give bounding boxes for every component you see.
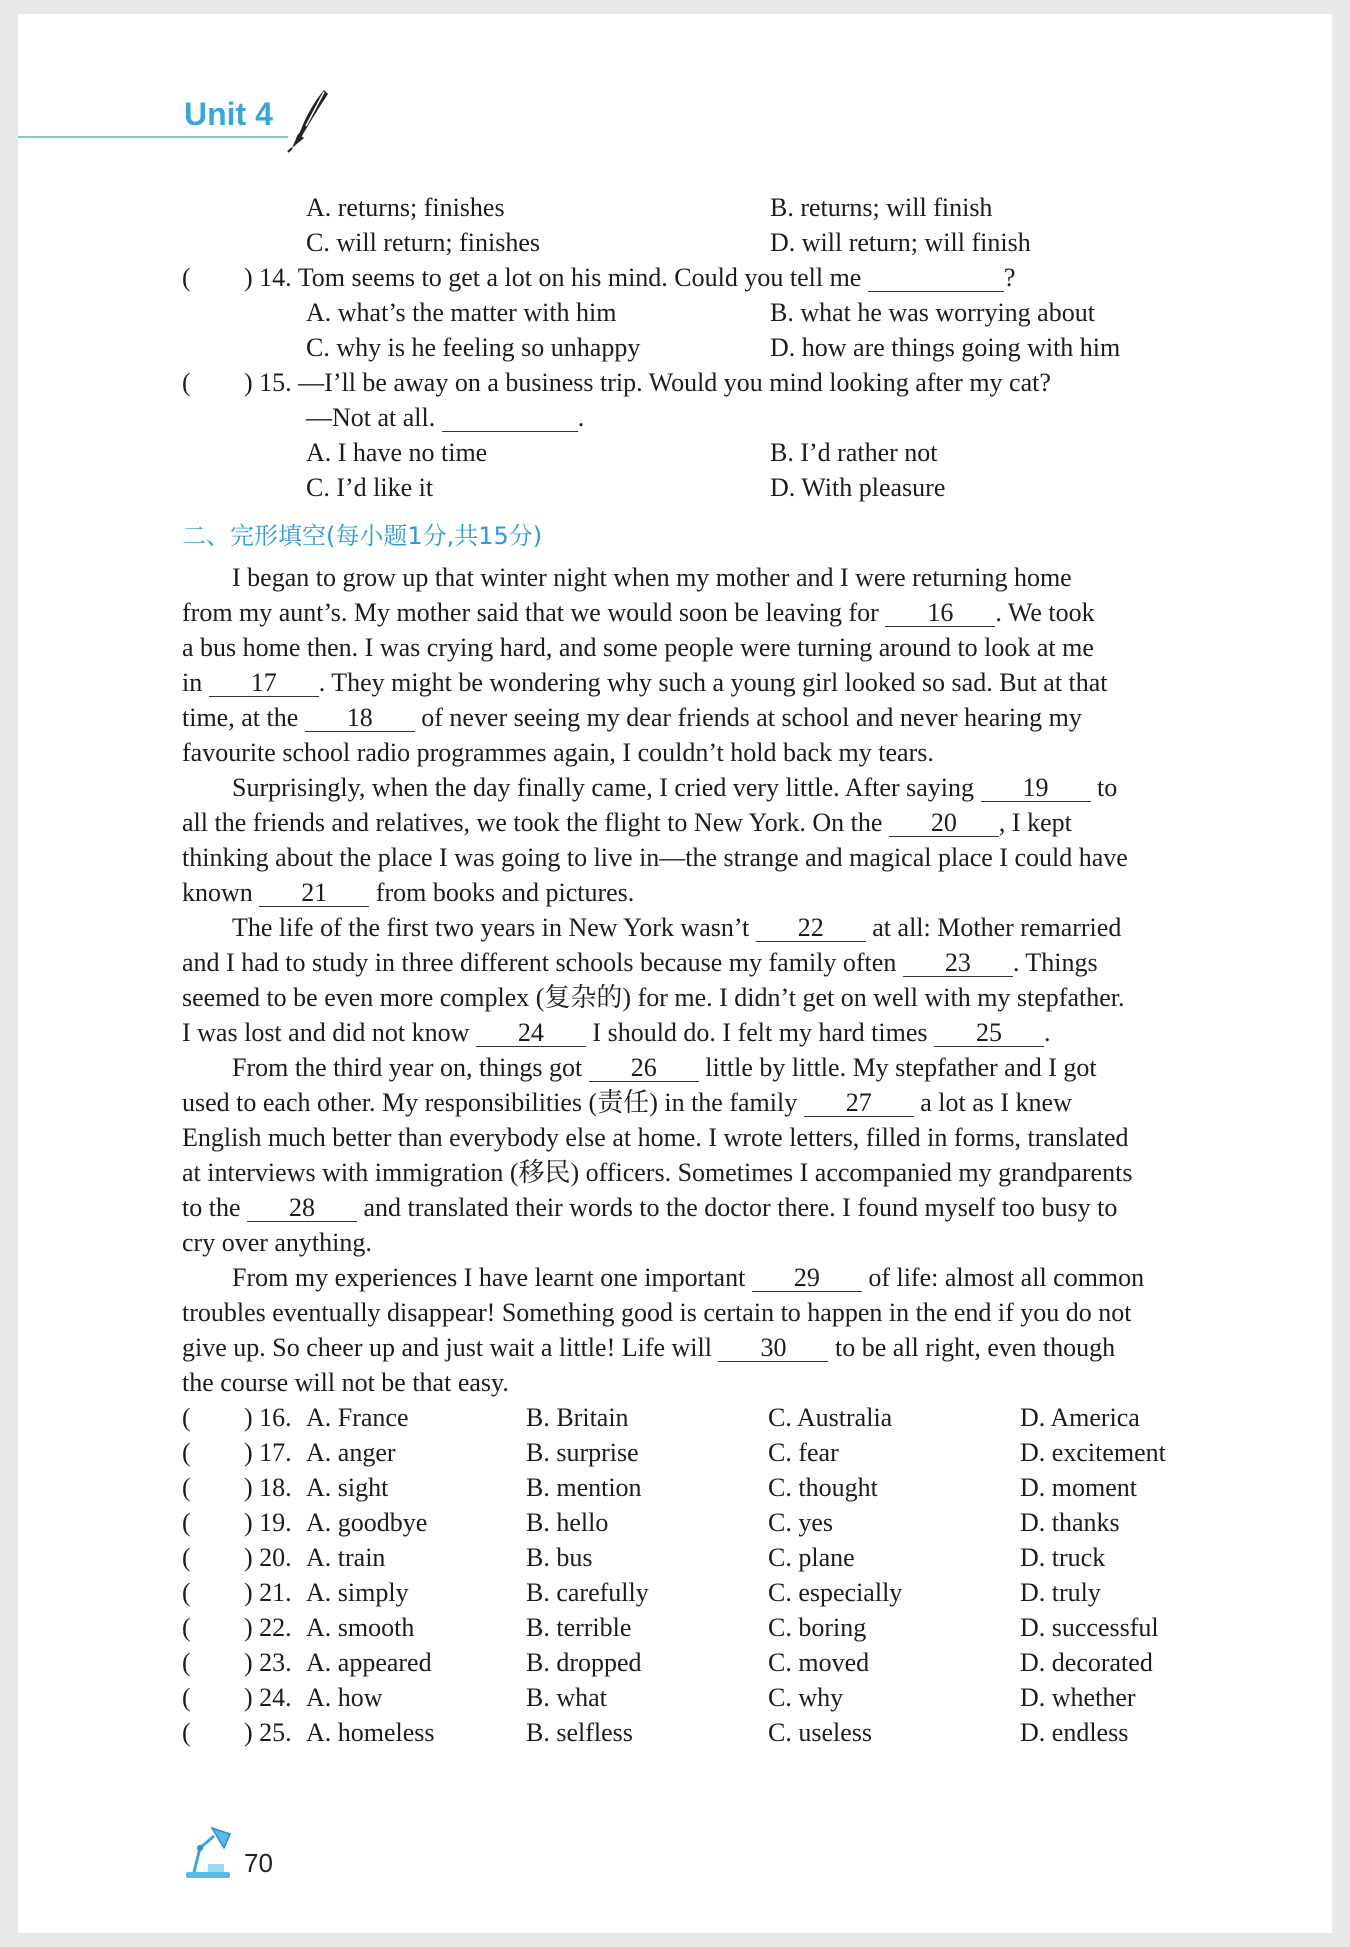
option-a: A. homeless [306, 1718, 435, 1747]
option-b: B. what [526, 1683, 607, 1712]
option-d: D. America [1020, 1403, 1140, 1432]
question-number: ) 22. [244, 1613, 292, 1642]
answer-blank[interactable] [442, 405, 578, 432]
q14-option-a: A. what’s the matter with him [306, 298, 617, 327]
passage-line: used to each other. My responsibilities (责任) in the family 27 a lot as I knew [182, 1088, 1072, 1117]
option-c: C. useless [768, 1718, 872, 1747]
passage-line: Surprisingly, when the day finally came, I cried very little. After saying 19 to [232, 773, 1118, 802]
option-b: B. surprise [526, 1438, 639, 1467]
passage-line: The life of the first two years in New York wasn’t 22 at all: Mother remarried [232, 913, 1122, 942]
option-c: C. moved [768, 1648, 870, 1677]
option-b: B. carefully [526, 1578, 649, 1607]
passage-line: give up. So cheer up and just wait a little! Life will 30 to be all right, even though [182, 1333, 1116, 1362]
option-b: B. bus [526, 1543, 593, 1572]
option-a: A. France [306, 1403, 409, 1432]
q13-option-b: B. returns; will finish [770, 193, 993, 222]
fountain-pen-icon [284, 86, 332, 154]
question-number: ) 18. [244, 1473, 292, 1502]
passage-line: to the 28 and translated their words to the doctor there. I found myself too busy to [182, 1193, 1118, 1222]
q14-option-c: C. why is he feeling so unhappy [306, 333, 641, 362]
option-c: C. boring [768, 1613, 867, 1642]
question-text: —I’ll be away on a business trip. Would you mind looking after my cat? [298, 368, 1051, 397]
option-b: B. hello [526, 1508, 609, 1537]
question-end: ? [1003, 263, 1016, 292]
passage-line: from my aunt’s. My mother said that we would soon be leaving for 16 . We took [182, 598, 1095, 627]
cloze-blank-24[interactable]: 24 [476, 1020, 586, 1047]
option-d: D. thanks [1020, 1508, 1120, 1537]
cloze-blank-26[interactable]: 26 [589, 1055, 699, 1082]
option-b: B. Britain [526, 1403, 629, 1432]
header-rule [18, 136, 288, 138]
q13-option-a: A. returns; finishes [306, 193, 505, 222]
answer-paren[interactable]: ( [182, 1543, 191, 1572]
question-number: ) 17. [244, 1438, 292, 1467]
option-c: C. yes [768, 1508, 833, 1537]
reply-text: —Not at all. [306, 403, 436, 432]
question-number: ) 16. [244, 1403, 292, 1432]
cloze-blank-19[interactable]: 19 [981, 775, 1091, 802]
question-number: ) 21. [244, 1578, 292, 1607]
option-d: D. whether [1020, 1683, 1136, 1712]
q15-option-a: A. I have no time [306, 438, 488, 467]
option-d: D. successful [1020, 1613, 1159, 1642]
option-d: D. moment [1020, 1473, 1137, 1502]
option-d: D. excitement [1020, 1438, 1166, 1467]
answer-paren[interactable]: ( [182, 1508, 191, 1537]
q15-reply [306, 400, 584, 435]
reply-end: . [577, 403, 585, 432]
q14-stem [244, 260, 1015, 295]
passage-line: in 17 . They might be wondering why such a young girl looked so sad. But at that [182, 668, 1108, 697]
option-d: D. truly [1020, 1578, 1101, 1607]
passage-line: favourite school radio programmes again, I couldn’t hold back my tears. [182, 738, 934, 767]
passage-line: a bus home then. I was crying hard, and some people were turning around to look at me [182, 633, 1094, 662]
q13-option-d: D. will return; will finish [770, 228, 1031, 257]
q14-option-d: D. how are things going with him [770, 333, 1121, 362]
q15-option-c: C. I’d like it [306, 473, 434, 502]
answer-paren[interactable]: ( [182, 263, 191, 292]
option-c: C. thought [768, 1473, 878, 1502]
q15-option-d: D. With pleasure [770, 473, 946, 502]
question-text: Tom seems to get a lot on his mind. Could you tell me [297, 263, 862, 292]
question-number: ) 14. [244, 263, 292, 292]
desk-lamp-icon [180, 1822, 238, 1880]
question-number: ) 23. [244, 1648, 292, 1677]
cloze-blank-21[interactable]: 21 [259, 880, 369, 907]
answer-paren[interactable]: ( [182, 1683, 191, 1712]
option-b: B. terrible [526, 1613, 632, 1642]
passage-line: the course will not be that easy. [182, 1368, 509, 1397]
section-title: 二、完形填空(每小题1分,共15分) [182, 522, 543, 550]
passage-line: and I had to study in three different schools because my family often 23 . Things [182, 948, 1098, 977]
cloze-blank-27[interactable]: 27 [804, 1090, 914, 1117]
option-a: A. smooth [306, 1613, 415, 1642]
option-c: C. fear [768, 1438, 839, 1467]
cloze-blank-22[interactable]: 22 [756, 915, 866, 942]
question-number: ) 15. [244, 368, 292, 397]
question-number: ) 25. [244, 1718, 292, 1747]
answer-paren[interactable]: ( [182, 368, 191, 397]
answer-paren[interactable]: ( [182, 1648, 191, 1677]
cloze-blank-23[interactable]: 23 [903, 950, 1013, 977]
option-d: D. truck [1020, 1543, 1106, 1572]
page-number: 70 [244, 1848, 273, 1878]
answer-paren[interactable]: ( [182, 1718, 191, 1747]
answer-blank[interactable] [868, 265, 1004, 292]
option-b: B. mention [526, 1473, 642, 1502]
passage-line: known 21 from books and pictures. [182, 878, 635, 907]
answer-paren[interactable]: ( [182, 1403, 191, 1432]
q15-stem [244, 365, 1051, 400]
cloze-blank-16[interactable]: 16 [885, 600, 995, 627]
passage-line: all the friends and relatives, we took the flight to New York. On the 20 , I kept [182, 808, 1072, 837]
option-a: A. simply [306, 1578, 409, 1607]
question-number: ) 24. [244, 1683, 292, 1712]
passage-line: at interviews with immigration (移民) officers. Sometimes I accompanied my grandparents [182, 1158, 1133, 1187]
option-a: A. appeared [306, 1648, 432, 1677]
option-b: B. dropped [526, 1648, 642, 1677]
question-number: ) 20. [244, 1543, 292, 1572]
option-c: C. Australia [768, 1403, 893, 1432]
passage-line: From the third year on, things got 26 little by little. My stepfather and I got [232, 1053, 1097, 1082]
passage-line: troubles eventually disappear! Something good is certain to happen in the end if you do not [182, 1298, 1132, 1327]
cloze-blank-29[interactable]: 29 [752, 1265, 862, 1292]
answer-paren[interactable]: ( [182, 1438, 191, 1467]
q13-option-c: C. will return; finishes [306, 228, 540, 257]
passage-line: From my experiences I have learnt one important 29 of life: almost all common [232, 1263, 1145, 1292]
answer-paren[interactable]: ( [182, 1613, 191, 1642]
option-a: A. sight [306, 1473, 389, 1502]
option-c: C. why [768, 1683, 844, 1712]
passage-line: I was lost and did not know 24 I should do. I felt my hard times 25 . [182, 1018, 1051, 1047]
cloze-blank-18[interactable]: 18 [305, 705, 415, 732]
option-a: A. anger [306, 1438, 396, 1467]
passage-line: cry over anything. [182, 1228, 372, 1257]
cloze-blank-30[interactable]: 30 [718, 1335, 828, 1362]
option-a: A. goodbye [306, 1508, 428, 1537]
q14-option-b: B. what he was worrying about [770, 298, 1095, 327]
question-number: ) 19. [244, 1508, 292, 1537]
cloze-blank-20[interactable]: 20 [889, 810, 999, 837]
option-c: C. plane [768, 1543, 855, 1572]
option-c: C. especially [768, 1578, 903, 1607]
passage-line: I began to grow up that winter night when my mother and I were returning home [232, 563, 1072, 592]
answer-paren[interactable]: ( [182, 1578, 191, 1607]
cloze-blank-25[interactable]: 25 [934, 1020, 1044, 1047]
option-a: A. train [306, 1543, 386, 1572]
q15-option-b: B. I’d rather not [770, 438, 938, 467]
option-d: D. decorated [1020, 1648, 1153, 1677]
option-d: D. endless [1020, 1718, 1129, 1747]
option-a: A. how [306, 1683, 383, 1712]
unit-title: Unit 4 [184, 96, 273, 132]
passage-line: seemed to be even more complex (复杂的) for me. I didn’t get on well with my stepfather. [182, 983, 1125, 1012]
answer-paren[interactable]: ( [182, 1473, 191, 1502]
cloze-blank-28[interactable]: 28 [247, 1195, 357, 1222]
cloze-blank-17[interactable]: 17 [209, 670, 319, 697]
passage-line: thinking about the place I was going to live in—the strange and magical place I could have [182, 843, 1128, 872]
passage-line: English much better than everybody else at home. I wrote letters, filled in forms, translated [182, 1123, 1129, 1152]
option-b: B. selfless [526, 1718, 633, 1747]
passage-line: time, at the 18 of never seeing my dear friends at school and never hearing my [182, 703, 1082, 732]
